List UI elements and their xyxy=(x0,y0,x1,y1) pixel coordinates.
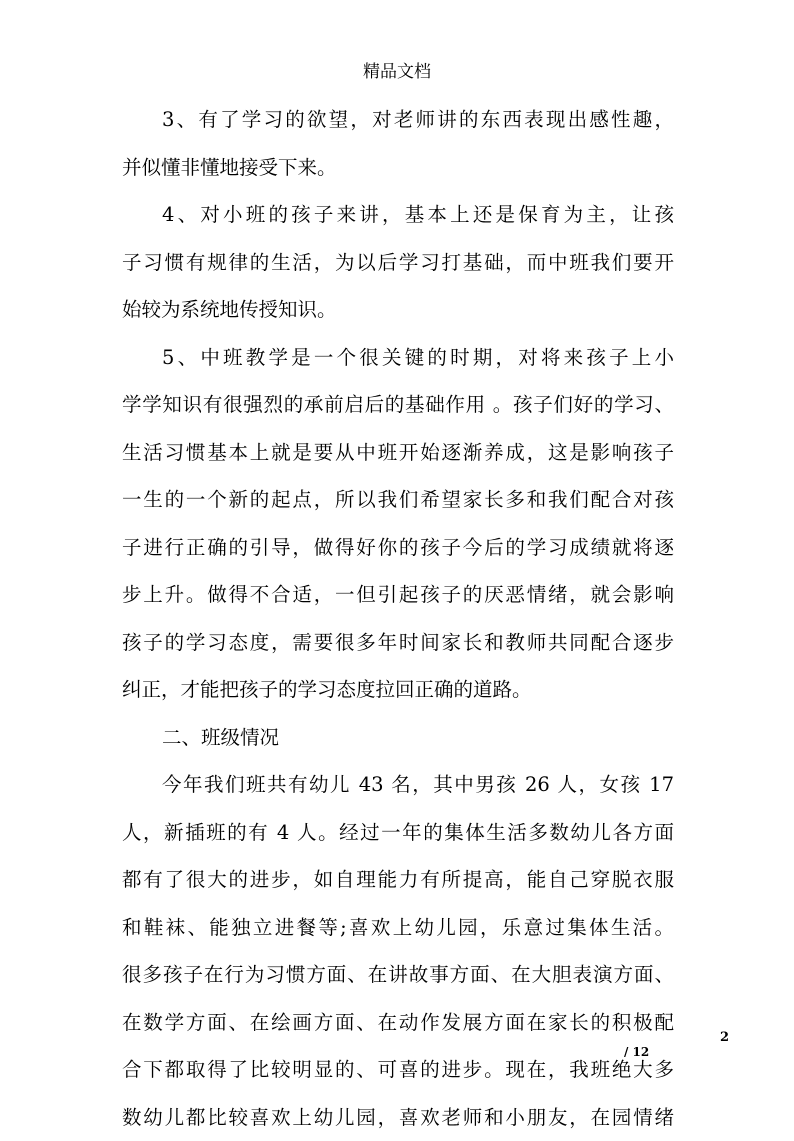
text-line: 数幼儿都比较喜欢上幼儿园，喜欢老师和小朋友，在园情绪 xyxy=(122,1094,674,1141)
text-line: 5、中班教学是一个很关键的时期，对将来孩子上小 xyxy=(122,334,674,382)
page-header-title: 精品文档 xyxy=(0,60,794,84)
text-line: 一生的一个新的起点，所以我们希望家长多和我们配合对孩 xyxy=(122,476,674,524)
document-body xyxy=(122,96,674,1141)
text-line: 子习惯有规律的生活，为以后学习打基础，而中班我们要开 xyxy=(122,239,674,287)
text-line: 4、对小班的孩子来讲，基本上还是保育为主，让孩 xyxy=(122,191,674,239)
text-line: 步上升。做得不合适，一但引起孩子的厌恶情绪，就会影响 xyxy=(122,571,674,619)
section-heading: 二、班级情况 xyxy=(122,714,674,762)
text-line: 并似懂非懂地接受下来。 xyxy=(122,144,674,192)
text-line: 人，新插班的有 4 人。经过一年的集体生活多数幼儿各方面 xyxy=(122,809,674,857)
text-line: 纠正，才能把孩子的学习态度拉回正确的道路。 xyxy=(122,666,674,714)
text-line: 今年我们班共有幼儿 43 名，其中男孩 26 人，女孩 17 xyxy=(122,761,674,809)
text-line: 很多孩子在行为习惯方面、在讲故事方面、在大胆表演方面、 xyxy=(122,951,674,999)
page-number: 2 xyxy=(720,1030,729,1045)
page-total: / 12 xyxy=(624,1045,649,1059)
text-line: 子进行正确的引导，做得好你的孩子今后的学习成绩就将逐 xyxy=(122,524,674,572)
text-line: 合下都取得了比较明显的、可喜的进步。现在，我班绝大多 xyxy=(122,1046,674,1094)
text-line: 都有了很大的进步，如自理能力有所提高，能自己穿脱衣服 xyxy=(122,856,674,904)
text-line: 孩子的学习态度，需要很多年时间家长和教师共同配合逐步 xyxy=(122,619,674,667)
text-line: 3、有了学习的欲望，对老师讲的东西表现出感性趣， xyxy=(122,96,674,144)
text-line: 生活习惯基本上就是要从中班开始逐渐养成，这是影响孩子 xyxy=(122,429,674,477)
text-line: 和鞋袜、能独立进餐等;喜欢上幼儿园，乐意过集体生活。 xyxy=(122,904,674,952)
text-line: 始较为系统地传授知识。 xyxy=(122,286,674,334)
text-line: 在数学方面、在绘画方面、在动作发展方面在家长的积极配 xyxy=(122,999,674,1047)
text-line: 学学知识有很强烈的承前启后的基础作用 。孩子们好的学习、 xyxy=(122,381,674,429)
